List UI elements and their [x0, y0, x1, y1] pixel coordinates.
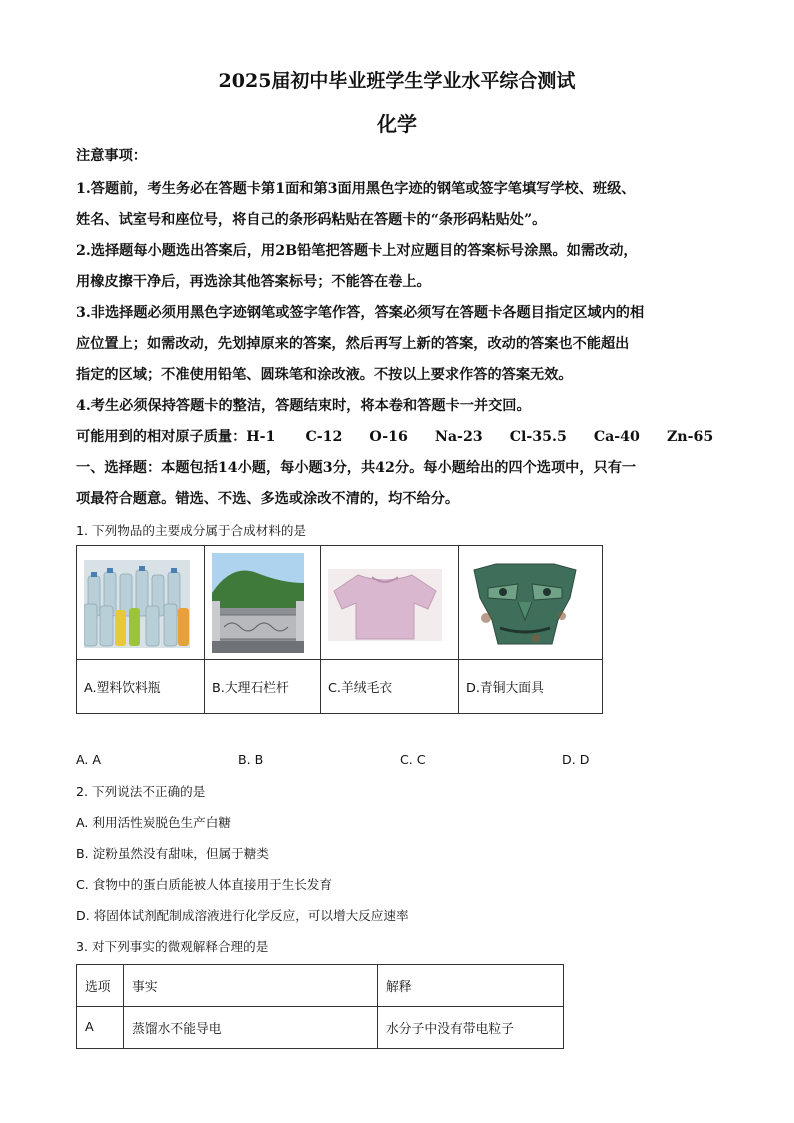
- table-cell: 水分子中没有带电粒子: [378, 1007, 564, 1049]
- q1-choice-d: D. D: [562, 752, 590, 767]
- q3-stem: 3. 对下列事实的微观解释合理的是: [76, 939, 269, 954]
- table-row: [77, 1007, 564, 1049]
- atomic-mass-item: C-12: [305, 429, 343, 445]
- atomic-mass-item: O-16: [369, 429, 408, 445]
- q3-table: [76, 964, 564, 1049]
- cashmere-sweater-image: [328, 569, 442, 641]
- notice-line: 应位置上；如需改动，先划掉原来的答案，然后再写上新的答案，改动的答案也不能超出: [76, 336, 630, 352]
- q1-image-cell-d: [459, 546, 603, 660]
- q1-option-c: C.羊绒毛衣: [321, 660, 459, 714]
- q1-option-a: A.塑料饮料瓶: [77, 660, 205, 714]
- atomic-mass-label: 可能用到的相对原子质量：: [76, 429, 247, 445]
- notice-line: 2.选择题每小题选出答案后，用2B铅笔把答题卡上对应题目的答案标号涂黑。如需改动，: [76, 243, 638, 259]
- table-header-cell: 选项: [77, 965, 124, 1007]
- q1-options-table: [76, 545, 603, 714]
- bronze-mask-image: [466, 558, 584, 650]
- notice-line: 3.非选择题必须用黑色字迹钢笔或签字笔作答，答案必须写在答题卡各题目指定区域内的相: [76, 305, 645, 321]
- section1-instructions: 一、选择题：本题包括14小题，每小题3分，共42分。每小题给出的四个选项中，只有一: [76, 460, 637, 476]
- atomic-mass-item: H-1: [246, 429, 276, 445]
- notice-line: 姓名、试室号和座位号，将自己的条形码粘贴在答题卡的“条形码粘贴处”。: [76, 212, 547, 228]
- q1-choice-a: A. A: [76, 752, 102, 767]
- q1-option-d: D.青铜大面具: [459, 660, 603, 714]
- atomic-mass-item: Na-23: [434, 429, 483, 445]
- q1-image-cell-c: [321, 546, 459, 660]
- q2-stem: 2. 下列说法不正确的是: [76, 784, 206, 799]
- notice-heading: 注意事项：: [76, 148, 147, 164]
- marble-railing-image: [212, 553, 304, 653]
- notice-line: 1.答题前，考生务必在答题卡第1面和第3面用黑色字迹的钢笔或签字笔填写学校、班级、: [76, 181, 636, 197]
- atomic-mass-item: Cl-35.5: [509, 429, 567, 445]
- table-header-row: [77, 965, 564, 1007]
- table-header-cell: 解释: [378, 965, 564, 1007]
- q2-option-b: B. 淀粉虽然没有甜味，但属于糖类: [76, 846, 269, 861]
- exam-title: 2025届初中毕业班学生学业水平综合测试: [218, 70, 576, 92]
- q1-choice-c: C. C: [400, 752, 426, 767]
- q1-choices: [76, 752, 636, 770]
- q1-image-cell-b: [205, 546, 321, 660]
- q2-option-c: C. 食物中的蛋白质能被人体直接用于生长发育: [76, 877, 333, 892]
- table-cell: 蒸馏水不能导电: [124, 1007, 378, 1049]
- q2-option-a: A. 利用活性炭脱色生产白糖: [76, 815, 231, 830]
- notice-line: 用橡皮擦干净后，再选涂其他答案标号；不能答在卷上。: [76, 274, 431, 290]
- subject-title: 化学: [377, 112, 417, 136]
- atomic-mass-item: Zn-65: [666, 429, 714, 445]
- q1-choice-b: B. B: [238, 752, 264, 767]
- plastic-bottles-image: [84, 560, 190, 648]
- q2-option-d: D. 将固体试剂配制成溶液进行化学反应，可以增大反应速率: [76, 908, 409, 923]
- table-header-cell: 事实: [124, 965, 378, 1007]
- q1-stem: 1. 下列物品的主要成分属于合成材料的是: [76, 523, 307, 538]
- notice-line: 4.考生必须保持答题卡的整洁，答题结束时，将本卷和答题卡一并交回。: [76, 398, 531, 414]
- notice-line: 指定的区域；不准使用铅笔、圆珠笔和涂改液。不按以上要求作答的答案无效。: [76, 367, 573, 383]
- atomic-mass-item: Ca-40: [593, 429, 640, 445]
- table-cell: A: [77, 1007, 124, 1049]
- q1-image-cell-a: [77, 546, 205, 660]
- q1-option-b: B.大理石栏杆: [205, 660, 321, 714]
- atomic-mass-line: [76, 427, 713, 447]
- section1-instructions: 项最符合题意。错选、不选、多选或涂改不清的，均不给分。: [76, 491, 460, 507]
